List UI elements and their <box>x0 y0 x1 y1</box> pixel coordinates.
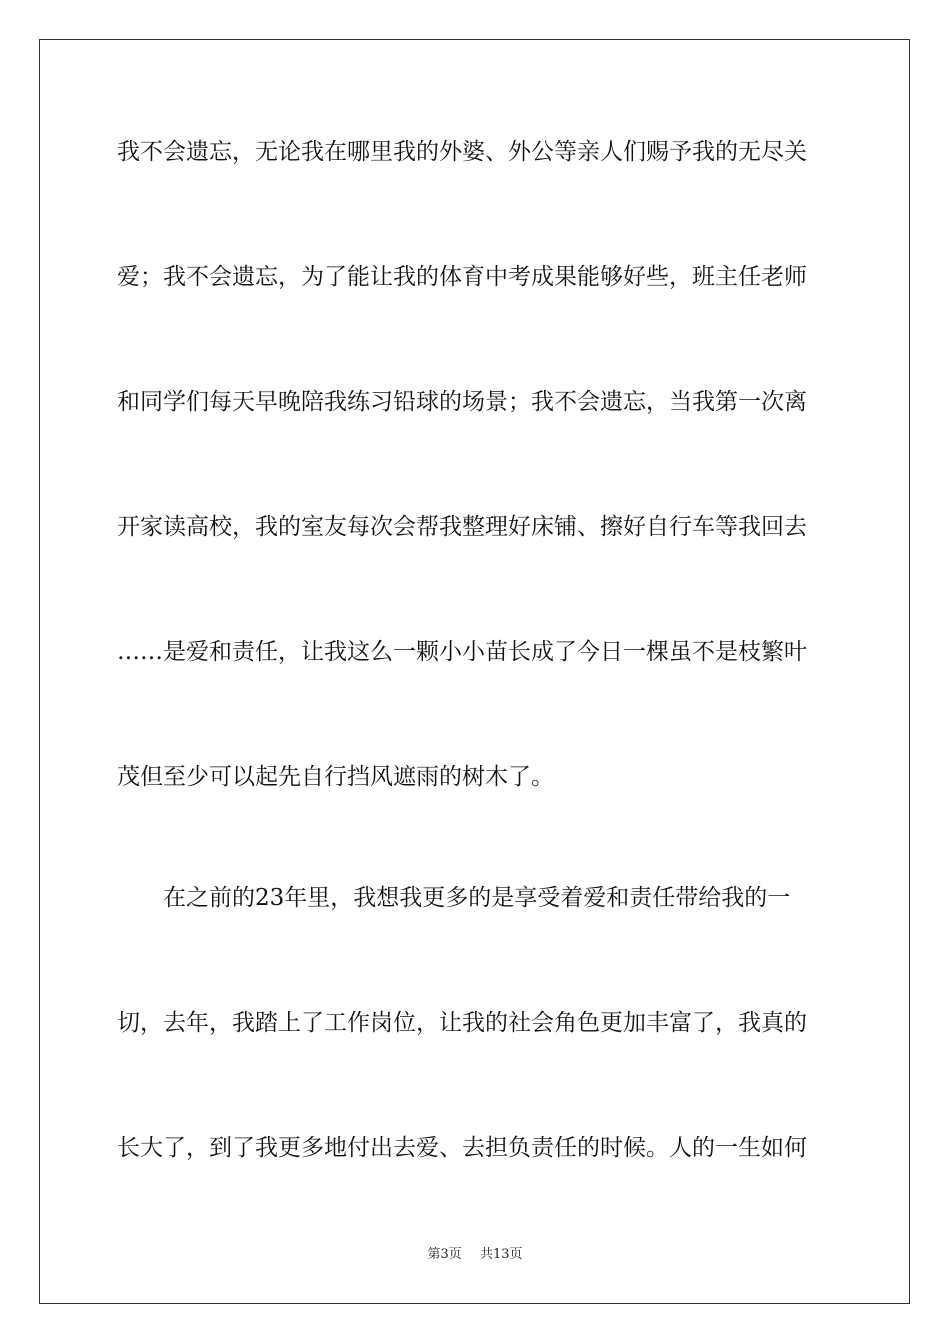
text-line-5: ……是爱和责任，让我这么一颗小小苗长成了今日一棵虽不是枝繁叶 <box>117 639 807 665</box>
text-line-7: 在之前的23年里，我想我更多的是享受着爱和责任带给我的一 <box>117 885 791 911</box>
text-line-4: 开家读高校，我的室友每次会帮我整理好床铺、擦好自行车等我回去 <box>117 514 807 540</box>
text-line-6: 茂但至少可以起先自行挡风遮雨的树木了。 <box>117 764 554 790</box>
text-line-1: 我不会遗忘，无论我在哪里我的外婆、外公等亲人们赐予我的无尽关 <box>117 139 807 165</box>
page-frame <box>39 39 910 1304</box>
page-footer <box>0 1246 950 1264</box>
page-number: 第3页 <box>427 1247 462 1262</box>
text-line-2: 爱；我不会遗忘，为了能让我的体育中考成果能够好些，班主任老师 <box>117 264 807 290</box>
text-line-8: 切，去年，我踏上了工作岗位，让我的社会角色更加丰富了，我真的 <box>117 1010 807 1036</box>
total-pages: 共13页 <box>479 1247 523 1262</box>
text-line-9: 长大了，到了我更多地付出去爱、去担负责任的时候。人的一生如何 <box>117 1135 807 1161</box>
text-line-3: 和同学们每天早晚陪我练习铅球的场景；我不会遗忘，当我第一次离 <box>117 389 807 415</box>
